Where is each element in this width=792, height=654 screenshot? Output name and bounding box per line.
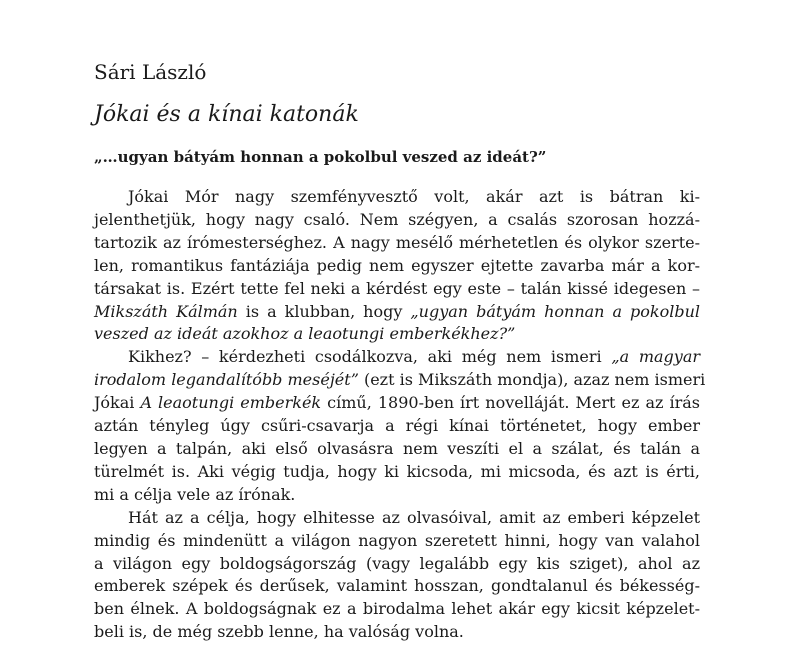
text-segment: ben élnek. A boldogságnak ez a birodalma lehet akár egy kicsit képzelet- (94, 599, 700, 619)
text-line (94, 186, 700, 209)
italic-text: A leaotungi emberkék (140, 393, 322, 413)
text-segment: (ezt is Mikszáth mondja), azaz nem ismeri (358, 370, 706, 390)
article-body (94, 186, 706, 644)
italic-text: „a magyar (611, 347, 701, 367)
text-line (94, 438, 700, 461)
article-title: Jókai és a kínai katonák (94, 102, 359, 127)
text-segment: Jókai (94, 393, 141, 413)
author-name: Sári László (94, 60, 207, 84)
text-segment: tartozik az írómesterséghez. A nagy mesélő mérhetetlen és olykor szerte- (94, 232, 700, 252)
text-segment: Hát az a célja, hogy elhitesse az olvasóival, amit az emberi képzelet (128, 507, 700, 527)
text-segment: legyen a talpán, aki első olvasásra nem veszíti el a szálat, és talán a (94, 438, 700, 458)
article-subtitle: „…ugyan bátyám honnan a pokolbul veszed az ideát?” (94, 148, 547, 166)
text-line (94, 507, 700, 530)
text-segment: beli is, de még szebb lenne, ha valóság volna. (94, 622, 464, 642)
text-line (94, 598, 700, 621)
text-line (94, 575, 700, 598)
italic-text: Mikszáth Kálmán (94, 301, 238, 321)
text-line (94, 530, 700, 553)
text-line (94, 346, 700, 369)
text-segment: Jókai Mór nagy szemfényvesztő volt, akár azt is bátran ki- (128, 187, 700, 206)
text-segment: türelmét is. Aki végig tudja, hogy ki kicsoda, mi micsoda, és azt is érti, (94, 461, 700, 481)
text-line (94, 255, 700, 278)
text-segment: is a klubban, hogy (237, 301, 411, 321)
text-segment: jelenthetjük, hogy nagy csaló. Nem szégyen, a csalás szorosan hozzá- (94, 209, 700, 229)
text-line (94, 301, 700, 324)
italic-text: veszed az ideát azokhoz a leaotungi emberkékhez?” (94, 324, 516, 344)
text-line (94, 209, 700, 232)
text-line (94, 461, 700, 484)
text-line (94, 621, 700, 644)
text-segment: mi a célja vele az írónak. (94, 484, 296, 504)
text-line (94, 415, 700, 438)
text-line (94, 553, 700, 576)
text-line (94, 323, 700, 346)
text-line (94, 392, 700, 415)
text-segment: című, 1890-ben írt novelláját. Mert ez az írás (321, 393, 701, 413)
paragraph (94, 507, 700, 644)
text-line (94, 484, 700, 507)
paragraph (94, 186, 700, 346)
paragraph (94, 346, 706, 506)
text-segment: mindig és mindenütt a világon nagyon szeretett hinni, hogy van valahol (94, 530, 700, 550)
italic-text: „ugyan bátyám honnan a pokolbul (410, 301, 701, 321)
text-segment: Kikhez? – kérdezheti csodálkozva, aki még nem ismeri (128, 347, 612, 367)
text-line (94, 232, 700, 255)
text-segment: len, romantikus fantáziája pedig nem egyszer ejtette zavarba már a kor- (94, 255, 700, 275)
text-segment: aztán tényleg úgy csűri-csavarja a régi kínai történetet, hogy ember (94, 416, 700, 436)
text-segment: társakat is. Ezért tette fel neki a kérdést egy este – talán kissé idegesen – (94, 278, 700, 298)
text-segment: emberek szépek és derűsek, valamint hosszan, gondtalanul és békesség- (94, 576, 700, 596)
text-line (94, 369, 706, 392)
text-segment: a világon egy boldogságország (vagy legalább egy kis sziget), ahol az (94, 553, 700, 573)
italic-text: irodalom legandalítóbb meséjét” (94, 370, 359, 390)
text-line (94, 278, 700, 301)
